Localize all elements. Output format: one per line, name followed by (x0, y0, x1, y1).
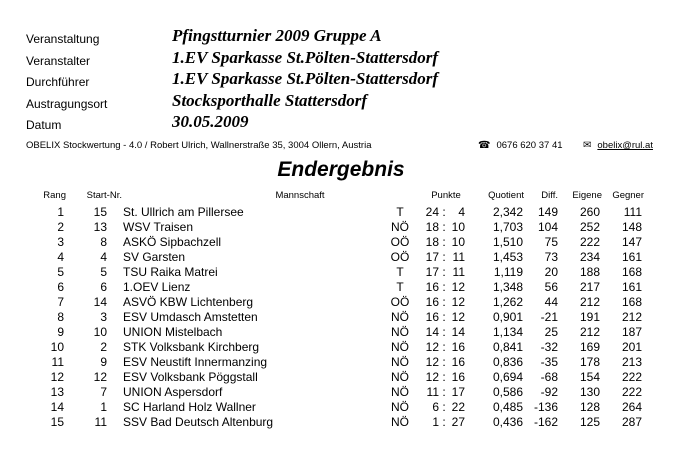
envelope-icon: ✉ (583, 140, 592, 151)
points-separator: : (442, 295, 446, 309)
email-link[interactable]: obelix@rul.at (597, 140, 653, 151)
state-cell: OÖ (390, 295, 410, 309)
points-won-cell: 18 (425, 220, 439, 234)
points-separator: : (442, 235, 446, 249)
difference-cell: 73 (544, 250, 558, 264)
state-cell: NÖ (391, 385, 409, 399)
executor-row (26, 69, 666, 91)
team-cell: ASKÖ Sipbachzell (123, 235, 222, 249)
state-cell: NÖ (391, 310, 409, 324)
start-number-cell: 8 (100, 235, 107, 249)
table-row (0, 295, 682, 310)
state-cell: NÖ (391, 340, 409, 354)
own-cell: 217 (579, 280, 600, 294)
header-quotient: Quotient (488, 190, 524, 201)
quotient-cell: 1,348 (492, 280, 523, 294)
rank-cell: 15 (50, 415, 64, 429)
venue-row (26, 91, 666, 113)
points-lost-cell: 10 (451, 220, 465, 234)
points-lost-cell: 11 (452, 250, 465, 264)
difference-cell: -162 (533, 415, 558, 429)
executor-label: Durchführer (26, 75, 90, 89)
points-won-cell: 12 (425, 370, 439, 384)
own-cell: 188 (579, 265, 600, 279)
rank-cell: 12 (50, 370, 64, 384)
start-number-cell: 5 (100, 265, 107, 279)
rank-cell: 8 (57, 310, 64, 324)
start-number-cell: 7 (100, 385, 107, 399)
team-cell: 1.OEV Lienz (123, 280, 191, 294)
table-row (0, 235, 682, 250)
points-won-cell: 24 (425, 205, 439, 219)
rank-cell: 3 (57, 235, 64, 249)
own-cell: 252 (579, 220, 600, 234)
difference-cell: -92 (540, 385, 558, 399)
opponent-cell: 222 (621, 385, 642, 399)
quotient-cell: 1,134 (492, 325, 523, 339)
opponent-cell: 287 (621, 415, 642, 429)
state-cell: OÖ (390, 235, 410, 249)
team-cell: SSV Bad Deutsch Altenburg (123, 415, 274, 429)
table-row (0, 400, 682, 415)
software-info-line (26, 140, 666, 154)
points-separator: : (442, 355, 446, 369)
quotient-cell: 1,510 (492, 235, 523, 249)
points-separator: : (442, 205, 446, 219)
quotient-cell: 0,901 (492, 310, 523, 324)
points-separator: : (442, 400, 446, 414)
state-cell: NÖ (391, 400, 409, 414)
own-cell: 212 (579, 295, 600, 309)
team-cell: ESV Neustift Innermanzing (123, 355, 268, 369)
rank-cell: 5 (57, 265, 64, 279)
points-separator: : (442, 280, 446, 294)
event-row (26, 26, 666, 48)
own-cell: 128 (579, 400, 600, 414)
points-lost-cell: 11 (452, 265, 465, 279)
opponent-cell: 168 (621, 265, 642, 279)
points-lost-cell: 12 (451, 295, 465, 309)
rank-cell: 9 (57, 325, 64, 339)
opponent-cell: 148 (621, 220, 642, 234)
rank-cell: 13 (50, 385, 64, 399)
points-lost-cell: 16 (451, 355, 465, 369)
table-row (0, 370, 682, 385)
table-row (0, 415, 682, 430)
own-cell: 154 (579, 370, 600, 384)
own-cell: 212 (579, 325, 600, 339)
table-row (0, 310, 682, 325)
software-credit: OBELIX Stockwertung - 4.0 / Robert Ulrich, Wallnerstraße 35, 3004 Ollern, Austria (26, 140, 372, 151)
header-own: Eigene (572, 190, 602, 201)
executor-value: 1.EV Sparkasse St.Pölten-Stattersdorf (172, 69, 439, 88)
event-value: Pfingstturnier 2009 Gruppe A (172, 26, 382, 45)
difference-cell: 44 (544, 295, 558, 309)
points-separator: : (442, 370, 446, 384)
start-number-cell: 12 (93, 370, 107, 384)
points-separator: : (442, 385, 446, 399)
state-cell: NÖ (391, 355, 409, 369)
opponent-cell: 161 (621, 250, 642, 264)
own-cell: 169 (579, 340, 600, 354)
start-number-cell: 9 (100, 355, 107, 369)
team-cell: UNION Aspersdorf (123, 385, 223, 399)
start-number-cell: 15 (93, 205, 107, 219)
difference-cell: 149 (537, 205, 558, 219)
start-number-cell: 14 (93, 295, 107, 309)
rank-cell: 1 (57, 205, 64, 219)
state-cell: NÖ (391, 325, 409, 339)
quotient-cell: 0,436 (492, 415, 523, 429)
points-lost-cell: 12 (451, 280, 465, 294)
email-contact (583, 140, 653, 151)
difference-cell: -32 (540, 340, 558, 354)
date-label: Datum (26, 118, 62, 132)
points-lost-cell: 12 (451, 310, 465, 324)
start-number-cell: 2 (100, 340, 107, 354)
difference-cell: 56 (544, 280, 558, 294)
own-cell: 191 (579, 310, 600, 324)
header-difference: Diff. (541, 190, 558, 201)
points-separator: : (442, 310, 446, 324)
state-cell: T (396, 265, 404, 279)
points-won-cell: 16 (425, 280, 439, 294)
own-cell: 130 (579, 385, 600, 399)
team-cell: ASVÖ KBW Lichtenberg (123, 295, 254, 309)
own-cell: 260 (579, 205, 600, 219)
opponent-cell: 201 (621, 340, 642, 354)
start-number-cell: 11 (94, 415, 107, 429)
team-cell: UNION Mistelbach (123, 325, 223, 339)
points-separator: : (442, 250, 446, 264)
table-row (0, 340, 682, 355)
opponent-cell: 264 (621, 400, 642, 414)
points-won-cell: 12 (425, 340, 439, 354)
points-won-cell: 17 (425, 265, 439, 279)
points-won-cell: 16 (425, 310, 439, 324)
header-rank: Rang (43, 190, 66, 201)
page-title: Endergebnis (277, 158, 405, 181)
team-cell: TSU Raika Matrei (123, 265, 218, 279)
date-row (26, 112, 666, 134)
table-row (0, 280, 682, 295)
own-cell: 222 (579, 235, 600, 249)
points-won-cell: 14 (425, 325, 439, 339)
rank-cell: 11 (51, 355, 64, 369)
table-row (0, 265, 682, 280)
rank-cell: 6 (57, 280, 64, 294)
venue-value: Stocksporthalle Stattersdorf (172, 90, 368, 110)
header-team: Mannschaft (275, 190, 325, 201)
start-number-cell: 6 (100, 280, 107, 294)
quotient-cell: 1,453 (492, 250, 523, 264)
points-lost-cell: 4 (458, 205, 465, 219)
opponent-cell: 222 (621, 370, 642, 384)
points-lost-cell: 27 (451, 415, 465, 429)
opponent-cell: 187 (621, 325, 642, 339)
opponent-cell: 168 (621, 295, 642, 309)
table-row (0, 220, 682, 235)
team-cell: SV Garsten (123, 250, 186, 264)
event-details (26, 26, 666, 134)
quotient-cell: 1,703 (492, 220, 523, 234)
points-won-cell: 11 (426, 385, 439, 399)
points-lost-cell: 16 (451, 340, 465, 354)
start-number-cell: 1 (100, 400, 107, 414)
rank-cell: 4 (57, 250, 64, 264)
own-cell: 178 (579, 355, 600, 369)
points-separator: : (442, 265, 446, 279)
quotient-cell: 1,262 (492, 295, 523, 309)
own-cell: 234 (579, 250, 600, 264)
points-separator: : (442, 340, 446, 354)
team-cell: ESV Umdasch Amstetten (123, 310, 258, 324)
points-separator: : (442, 415, 446, 429)
date-value: 30.05.2009 (172, 112, 249, 131)
rank-cell: 2 (57, 220, 64, 234)
table-row (0, 355, 682, 370)
points-won-cell: 17 (425, 250, 439, 264)
points-lost-cell: 16 (451, 370, 465, 384)
organizer-label: Veranstalter (26, 53, 91, 68)
start-number-cell: 13 (93, 220, 107, 234)
team-cell: St. Ullrich am Pillersee (123, 205, 244, 219)
table-row (0, 325, 682, 340)
rank-cell: 14 (50, 400, 64, 414)
start-number-cell: 4 (100, 250, 107, 264)
difference-cell: -21 (540, 310, 558, 324)
phone-contact (478, 140, 563, 151)
difference-cell: 75 (544, 235, 558, 249)
event-label: Veranstaltung (26, 32, 100, 46)
rank-cell: 10 (50, 340, 64, 354)
phone-number: 0676 620 37 41 (496, 140, 563, 151)
points-lost-cell: 14 (451, 325, 465, 339)
quotient-cell: 0,841 (492, 340, 523, 354)
difference-cell: 104 (537, 220, 558, 234)
difference-cell: -35 (540, 355, 558, 369)
points-lost-cell: 10 (451, 235, 465, 249)
team-cell: WSV Traisen (123, 220, 194, 234)
opponent-cell: 212 (621, 310, 642, 324)
quotient-cell: 0,586 (492, 385, 523, 399)
state-cell: OÖ (390, 250, 410, 264)
difference-cell: 25 (544, 325, 558, 339)
state-cell: NÖ (391, 220, 409, 234)
difference-cell: -136 (533, 400, 558, 414)
points-won-cell: 18 (425, 235, 439, 249)
table-row (0, 385, 682, 400)
results-table-header (0, 190, 682, 203)
points-separator: : (442, 325, 446, 339)
rank-cell: 7 (57, 295, 64, 309)
quotient-cell: 0,485 (492, 400, 523, 414)
state-cell: NÖ (391, 370, 409, 384)
team-cell: ESV Volksbank Pöggstall (123, 370, 258, 384)
start-number-cell: 3 (100, 310, 107, 324)
points-won-cell: 6 (432, 400, 439, 414)
points-won-cell: 12 (425, 355, 439, 369)
opponent-cell: 147 (621, 235, 642, 249)
quotient-cell: 2,342 (492, 205, 523, 219)
quotient-cell: 0,836 (492, 355, 523, 369)
own-cell: 125 (579, 415, 600, 429)
opponent-cell: 111 (623, 205, 642, 219)
telephone-icon: ☎ (478, 140, 491, 151)
team-cell: SC Harland Holz Wallner (123, 400, 256, 414)
difference-cell: 20 (544, 265, 558, 279)
table-row (0, 205, 682, 220)
points-lost-cell: 22 (451, 400, 465, 414)
opponent-cell: 161 (621, 280, 642, 294)
points-lost-cell: 17 (451, 385, 465, 399)
points-won-cell: 16 (425, 295, 439, 309)
quotient-cell: 0,694 (492, 370, 523, 384)
difference-cell: -68 (540, 370, 558, 384)
venue-label: Austragungsort (26, 96, 108, 111)
header-opponent: Gegner (612, 190, 644, 201)
state-cell: NÖ (391, 415, 409, 429)
header-points: Punkte (431, 190, 461, 201)
organizer-value: 1.EV Sparkasse St.Pölten-Stattersdorf (172, 47, 439, 67)
header-start-number: Start-Nr. (86, 190, 122, 201)
state-cell: T (396, 280, 404, 294)
state-cell: T (396, 205, 404, 219)
points-won-cell: 1 (432, 415, 439, 429)
table-row (0, 250, 682, 265)
points-separator: : (442, 220, 446, 234)
organizer-row (26, 48, 666, 70)
start-number-cell: 10 (93, 325, 107, 339)
opponent-cell: 213 (621, 355, 642, 369)
team-cell: STK Volksbank Kirchberg (123, 340, 260, 354)
quotient-cell: 1,119 (493, 265, 523, 279)
